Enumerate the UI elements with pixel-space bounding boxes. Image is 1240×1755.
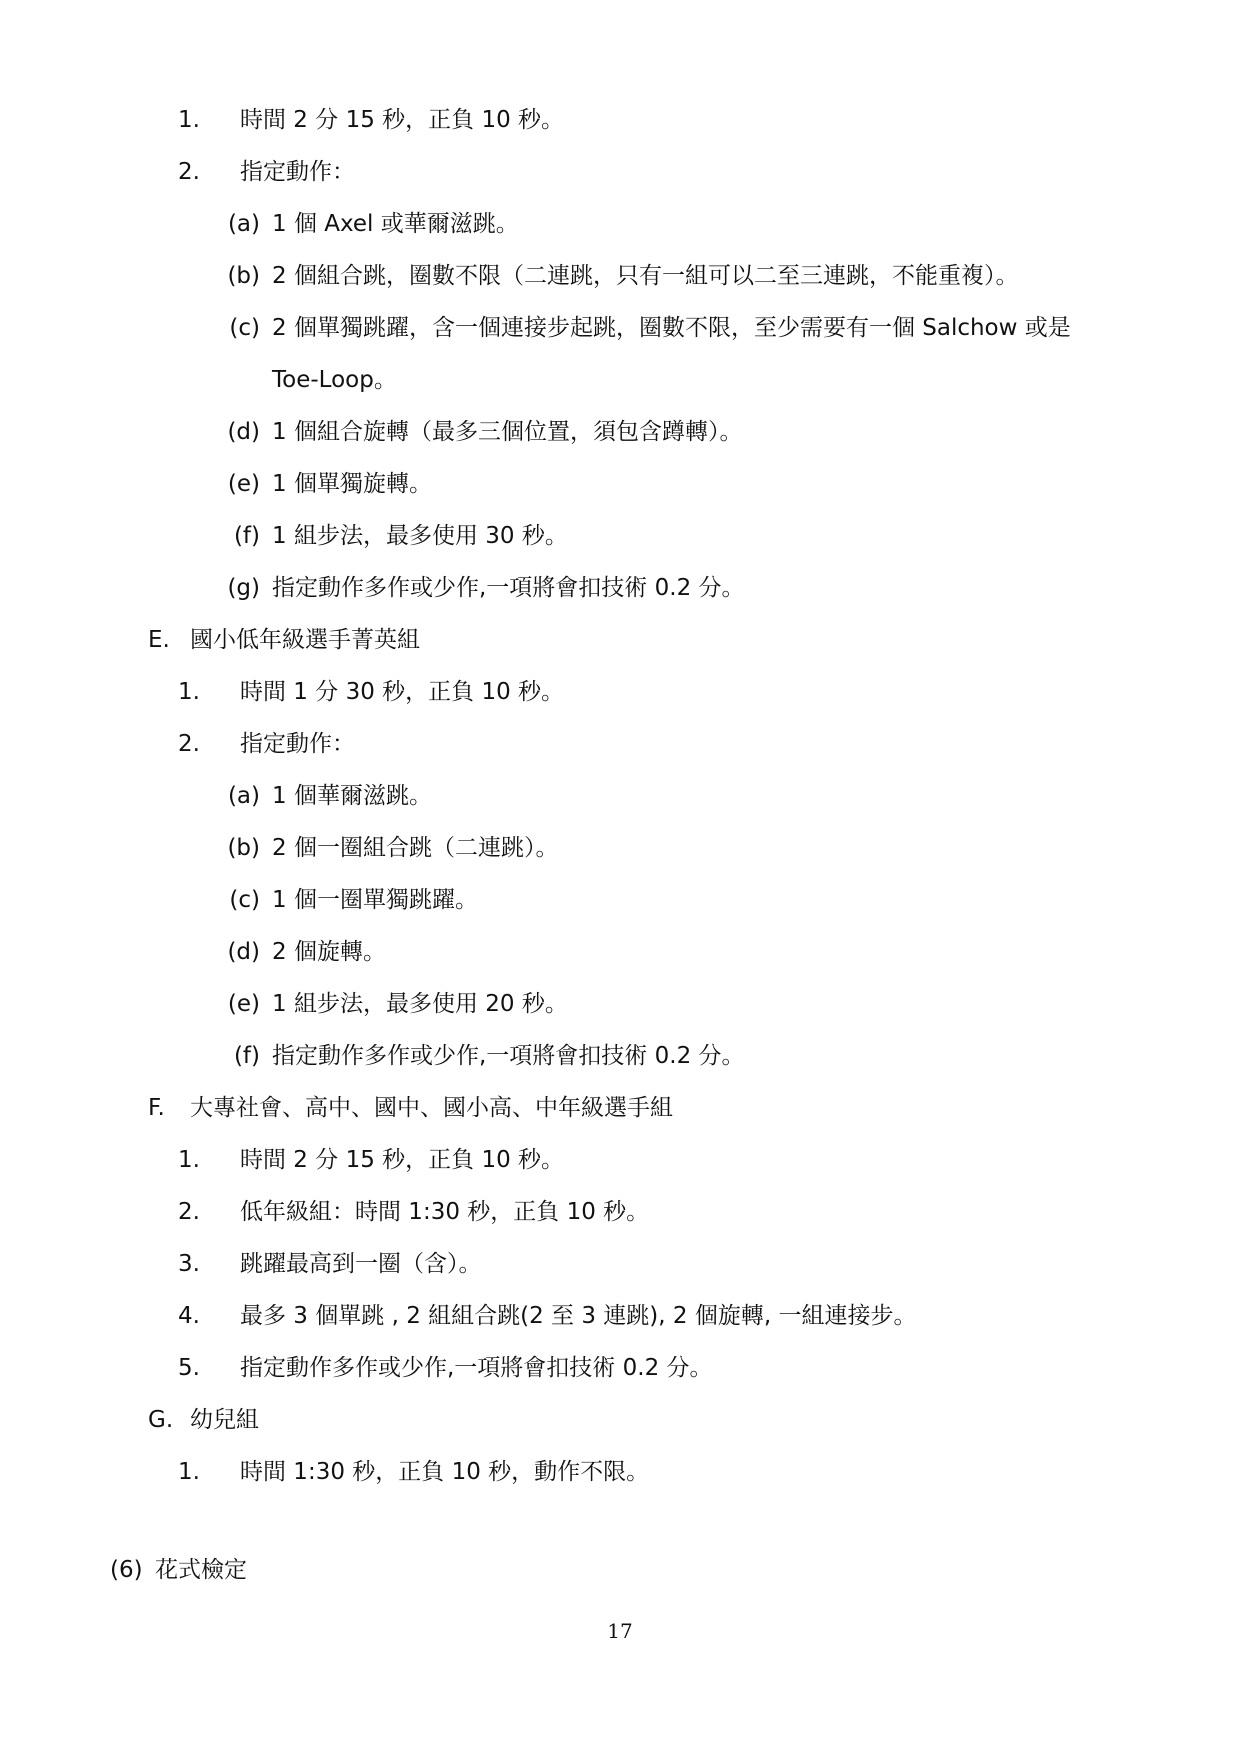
item-marker: 3. bbox=[178, 1251, 200, 1277]
item-text: 2 個組合跳，圈數不限（二連跳，只有一組可以二至三連跳，不能重複）。 bbox=[272, 263, 1019, 289]
item-text: 時間 2 分 15 秒，正負 10 秒。 bbox=[240, 107, 565, 133]
item-text: 指定動作多作或少作,一項將會扣技術 0.2 分。 bbox=[240, 1355, 713, 1381]
item-marker: 2. bbox=[178, 1199, 200, 1225]
item-text: 時間 1:30 秒，正負 10 秒，動作不限。 bbox=[240, 1459, 650, 1485]
item-marker: (f) bbox=[233, 1043, 260, 1069]
item-marker: (d) bbox=[227, 419, 260, 445]
item-text: 1 個單獨旋轉。 bbox=[272, 471, 432, 497]
item-text: 指定動作： bbox=[240, 731, 355, 757]
item-text: 2 個單獨跳躍，含一個連接步起跳，圈數不限，至少需要有一個 Salchow 或是 bbox=[272, 315, 1071, 341]
item-text: 最多 3 個單跳 , 2 組組合跳(2 至 3 連跳), 2 個旋轉, 一組連接步。 bbox=[240, 1303, 917, 1329]
item-text: 指定動作多作或少作,一項將會扣技術 0.2 分。 bbox=[272, 1043, 745, 1069]
item-marker: 1. bbox=[178, 1147, 200, 1173]
item-text: 指定動作： bbox=[240, 159, 355, 185]
item-text: 1 組步法，最多使用 20 秒。 bbox=[272, 991, 568, 1017]
item-text: 低年級組：時間 1:30 秒，正負 10 秒。 bbox=[240, 1199, 650, 1225]
section-marker: E. bbox=[148, 627, 170, 653]
item-marker: 1. bbox=[178, 107, 200, 133]
section-marker: F. bbox=[148, 1095, 165, 1121]
item-text: 時間 1 分 30 秒，正負 10 秒。 bbox=[240, 679, 565, 705]
item-marker: 4. bbox=[178, 1303, 200, 1329]
item-text: 指定動作多作或少作,一項將會扣技術 0.2 分。 bbox=[272, 575, 745, 601]
item-marker: (f) bbox=[233, 523, 260, 549]
item-marker: (c) bbox=[229, 315, 260, 341]
item-text: 1 個一圈單獨跳躍。 bbox=[272, 887, 478, 913]
item-text: Toe-Loop。 bbox=[272, 367, 397, 393]
item-text: 1 組步法，最多使用 30 秒。 bbox=[272, 523, 568, 549]
item-text: 1 個華爾滋跳。 bbox=[272, 783, 432, 809]
item-marker: (e) bbox=[227, 471, 260, 497]
section-title: 國小低年級選手菁英組 bbox=[190, 627, 420, 653]
item-marker: (a) bbox=[227, 783, 260, 809]
section-marker: G. bbox=[148, 1407, 174, 1433]
item-text: 時間 2 分 15 秒，正負 10 秒。 bbox=[240, 1147, 565, 1173]
item-marker: 1. bbox=[178, 1459, 200, 1485]
item-text: 2 個旋轉。 bbox=[272, 939, 386, 965]
section-title: 幼兒組 bbox=[190, 1407, 259, 1433]
section-title: 大專社會、高中、國中、國小高、中年級選手組 bbox=[190, 1095, 673, 1121]
section-marker: (6) bbox=[110, 1557, 143, 1583]
item-marker: 5. bbox=[178, 1355, 200, 1381]
item-marker: (b) bbox=[227, 263, 260, 289]
item-marker: (g) bbox=[227, 575, 260, 601]
item-marker: 1. bbox=[178, 679, 200, 705]
item-marker: 2. bbox=[178, 731, 200, 757]
item-marker: 2. bbox=[178, 159, 200, 185]
item-text: 跳躍最高到一圈（含）。 bbox=[240, 1251, 482, 1277]
item-marker: (d) bbox=[227, 939, 260, 965]
item-text: 2 個一圈組合跳（二連跳）。 bbox=[272, 835, 559, 861]
page-number: 17 bbox=[607, 1619, 633, 1643]
item-marker: (a) bbox=[227, 211, 260, 237]
item-marker: (c) bbox=[229, 887, 260, 913]
section-title: 花式檢定 bbox=[155, 1557, 247, 1583]
item-text: 1 個組合旋轉（最多三個位置，須包含蹲轉）。 bbox=[272, 419, 743, 445]
item-marker: (b) bbox=[227, 835, 260, 861]
item-text: 1 個 Axel 或華爾滋跳。 bbox=[272, 211, 519, 237]
item-marker: (e) bbox=[227, 991, 260, 1017]
